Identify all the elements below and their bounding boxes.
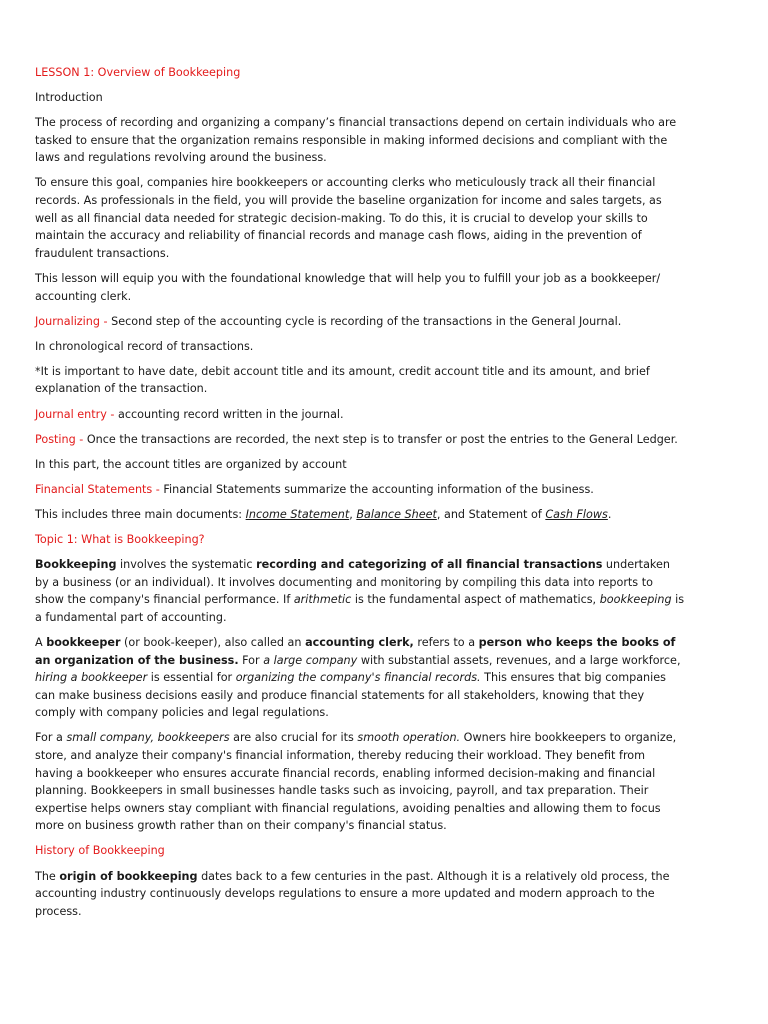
- important-note: *It is important to have date, debit account title and its amount, credit account title and its amount, and brief explanation of the transaction.: [35, 364, 650, 396]
- bk-p2-s3: (or book-keeper), also called an: [120, 635, 306, 649]
- three-docs-sep-1: ,: [349, 507, 357, 521]
- three-docs-sep-2: , and Statement of: [436, 507, 546, 521]
- history-heading: History of Bookkeeping: [35, 844, 165, 858]
- intro-paragraph-2: To ensure this goal, companies hire bookkeepers or accounting clerks who meticulously track all their financial records. As professionals in the field, you will provide the baseline organization for income and sales targets, as well as all financial data needed for strategic decision-making. To do this, it is crucial to develop your skills to maintain the accuracy and reliability of financial records and manage cash flows, aiding in the prevention of fraudulent transactions.: [35, 176, 662, 260]
- intro-paragraph-3: This lesson will equip you with the foundational knowledge that will help you to fulfill your job as a bookkeeper/ accounting clerk.: [35, 271, 661, 303]
- bookkeeping-paragraph-1: [35, 556, 685, 626]
- journal-entry-definition: [35, 406, 685, 424]
- bk-p2-s4: accounting clerk,: [305, 635, 414, 649]
- bk-p1-s1: Bookkeeping: [35, 558, 117, 572]
- posting-text: Once the transactions are recorded, the next step is to transfer or post the entries to the General Ledger.: [83, 432, 678, 446]
- bk-p2-s12: organizing the company's financial records.: [235, 671, 481, 685]
- journalizing-term: Journalizing -: [35, 314, 108, 328]
- cash-flows-link[interactable]: Cash Flows: [545, 507, 608, 521]
- posting-definition: [35, 431, 685, 449]
- bk-p3-s4: smooth operation.: [357, 731, 461, 745]
- bk-p2-s13: This ensures that big companies can make business decisions easily and produce financial statements for all stakeholders, knowing that they comply with company policies and legal regulations.: [35, 671, 666, 720]
- bookkeeping-paragraph-3: [35, 729, 685, 835]
- journalizing-definition: [35, 313, 685, 331]
- bk-p3-s1: For a: [35, 731, 67, 745]
- bk-p3-s2: small company, bookkeepers: [66, 731, 230, 745]
- bk-p1-s8: is a fundamental part of accounting.: [35, 593, 685, 624]
- bk-p3-s5: Owners hire bookkeepers to organize, store, and analyze their company's financial information, thereby reducing their workload. They benefit from having a bookkeeper who ensures accurate financial records, enabling informed decision-making and financial planning. Bookkeepers in small businesses handle tasks such as invoicing, payroll, and tax preparation. Their expertise helps owners stay compliant with financial regulations, avoiding penalties and allowing them to focus more on business growth rather than on their company's financial status.: [35, 731, 677, 833]
- bk-p2-s2: bookkeeper: [46, 635, 121, 649]
- bk-p2-s7: For: [238, 653, 264, 667]
- history-p1-s3: dates back to a few centuries in the past. Although it is a relatively old process, the accounting industry continuously develops regulations to ensure a more updated and modern approach to the process.: [35, 869, 670, 918]
- bk-p1-s4: undertaken by a business (or an individual). It involves documenting and monitoring by compiling this data into reports to show the company's financial performance. If: [35, 558, 670, 607]
- lesson-title: LESSON 1: Overview of Bookkeeping: [35, 66, 241, 79]
- journal-entry-text: accounting record written in the journal.: [114, 407, 344, 421]
- introduction-label: Introduction: [35, 91, 103, 105]
- bk-p2-s8: a large company: [263, 653, 358, 667]
- journal-entry-term: Journal entry -: [35, 407, 115, 421]
- history-paragraph-1: [35, 868, 685, 921]
- topic-1-heading: Topic 1: What is Bookkeeping?: [35, 532, 205, 546]
- account-titles-note: In this part, the account titles are organized by account: [35, 457, 347, 471]
- financial-statements-text: Financial Statements summarize the accounting information of the business.: [159, 482, 594, 496]
- bk-p1-s2: involves the systematic: [116, 558, 257, 572]
- bk-p2-s10: hiring a bookkeeper: [35, 671, 148, 685]
- income-statement-link[interactable]: Income Statement: [245, 507, 350, 521]
- bk-p2-s6: person who keeps the books of an organization of the business.: [35, 635, 676, 667]
- bk-p2-s1: A: [35, 635, 47, 649]
- three-docs-prefix: This includes three main documents:: [35, 507, 246, 521]
- intro-paragraph-1: The process of recording and organizing a company’s financial transactions depend on certain individuals who are tasked to ensure that the organization remains responsible in making informed decisions and compliant with the laws and regulations revolving around the business.: [35, 116, 677, 165]
- bk-p1-s7: bookkeeping: [599, 593, 672, 607]
- financial-statements-definition: [35, 481, 685, 499]
- document-page: [35, 64, 685, 928]
- bk-p3-s3: are also crucial for its: [229, 731, 358, 745]
- bk-p2-s9: with substantial assets, revenues, and a large workforce,: [357, 653, 681, 667]
- balance-sheet-link[interactable]: Balance Sheet: [356, 507, 437, 521]
- financial-statements-term: Financial Statements -: [35, 482, 160, 496]
- three-docs-end: .: [607, 507, 612, 521]
- bk-p2-s5: refers to a: [413, 635, 479, 649]
- posting-term: Posting -: [35, 432, 84, 446]
- bookkeeping-paragraph-2: [35, 634, 685, 722]
- bk-p1-s5: arithmetic: [293, 593, 352, 607]
- chronological-note: In chronological record of transactions.: [35, 339, 254, 353]
- history-p1-s1: The: [35, 869, 60, 883]
- bk-p1-s3: recording and categorizing of all financial transactions: [256, 558, 603, 572]
- three-documents-line: [35, 506, 685, 524]
- bk-p1-s6: is the fundamental aspect of mathematics,: [351, 593, 600, 607]
- bk-p2-s11: is essential for: [147, 671, 236, 685]
- journalizing-text: Second step of the accounting cycle is recording of the transactions in the General Journal.: [107, 314, 622, 328]
- history-p1-s2: origin of bookkeeping: [59, 869, 198, 883]
